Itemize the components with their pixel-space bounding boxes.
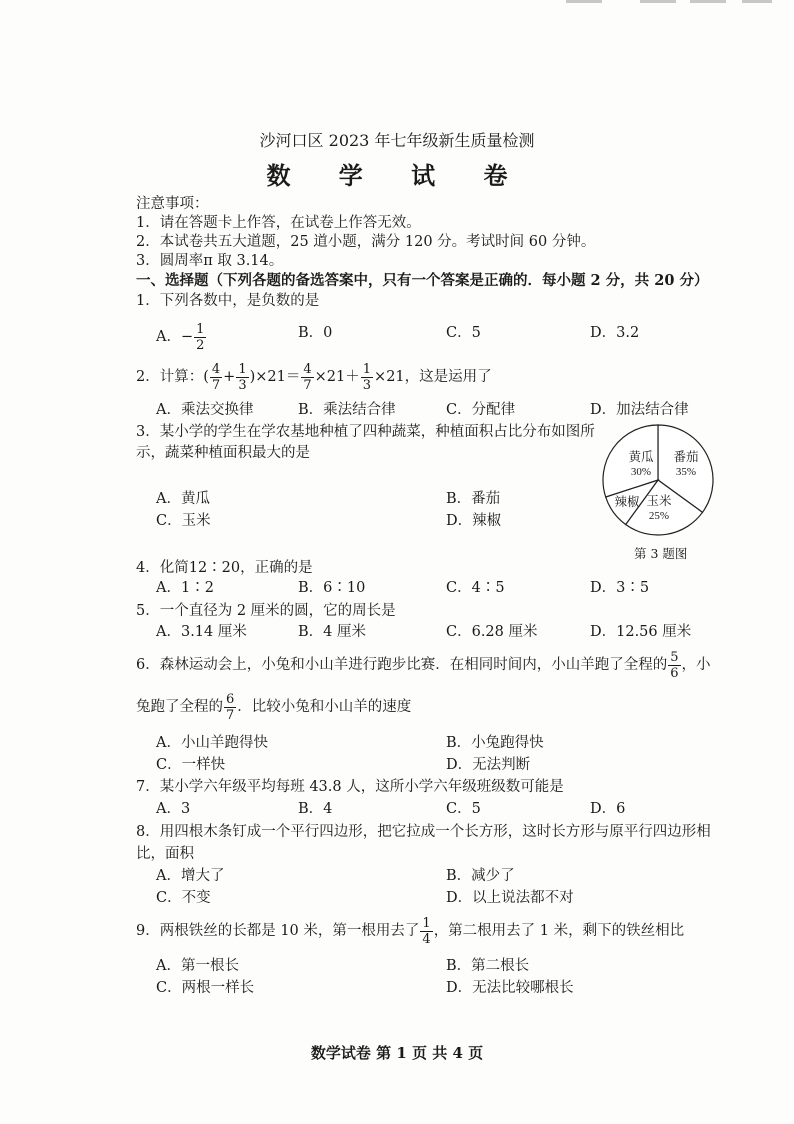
stem-text: ．比较小兔和小山羊的速度	[237, 699, 412, 715]
option-a: A．增大了	[156, 868, 225, 884]
scan-mark	[742, 0, 772, 3]
stem-text: ，第二根用去了 1 米，剩下的铁丝相比	[433, 923, 685, 939]
pie-value-corn: 25%	[648, 510, 670, 522]
option-d: D．以上说法都不对	[446, 890, 574, 906]
option-a-prefix: A．−	[156, 329, 194, 345]
notes-heading: 注意事项：	[136, 196, 209, 212]
scan-mark	[690, 0, 726, 3]
section-heading: 一、选择题（下列各题的备选答案中，只有一个答案是正确的．每小题 2 分，共 20 分）	[136, 272, 709, 289]
question-stem: 3．某小学的学生在学农基地种植了四种蔬菜，种植面积占比分布如图所	[136, 424, 595, 440]
option-d: D．3∶5	[590, 580, 650, 596]
stem-text: ，小	[681, 657, 711, 673]
option-c: C．不变	[156, 890, 211, 906]
denominator: 7	[211, 377, 221, 393]
option-b: B．减少了	[446, 868, 515, 884]
denominator: 6	[670, 665, 679, 681]
option-c: C．5	[446, 325, 481, 341]
option-a: A．3.14 厘米	[156, 624, 247, 640]
option-a: A．1∶2	[156, 580, 214, 596]
option-c: C．5	[446, 801, 481, 817]
question-stem	[136, 912, 684, 950]
denominator: 3	[362, 377, 372, 393]
stem-text: )×21＝	[249, 369, 301, 385]
option-c: C．4∶5	[446, 580, 505, 596]
denominator: 2	[196, 337, 205, 353]
pie-label-tomato: 番茄	[673, 450, 699, 464]
numerator: 1	[238, 361, 247, 377]
exam-subtitle: 沙河口区 2023 年七年级新生质量检测	[259, 131, 535, 150]
option-b: B．第二根长	[446, 958, 530, 974]
fraction	[668, 651, 680, 680]
option-c: C．分配律	[446, 402, 516, 418]
option-a: A．乘法交换律	[156, 402, 254, 418]
numerator: 4	[303, 361, 312, 377]
option-b: B．6∶10	[298, 580, 366, 596]
question-stem	[136, 646, 711, 684]
question-stem: 7．某小学六年级平均每班 43.8 人，这所小学六年级班级数可能是	[136, 779, 564, 795]
question-stem: 4．化简12∶20，正确的是	[136, 560, 313, 576]
note-item: 2．本试卷共五大道题，25 道小题，满分 120 分。考试时间 60 分钟。	[136, 234, 596, 250]
option-d: D．辣椒	[446, 513, 502, 529]
pie-value-cucumber: 30%	[630, 466, 652, 478]
option-b: B．0	[298, 325, 333, 341]
option-a: A．3	[156, 801, 191, 817]
stem-text: 兔跑了全程的	[136, 699, 223, 715]
pie-label-cucumber: 黄瓜	[628, 450, 654, 464]
note-item: 1．请在答题卡上作答，在试卷上作答无效。	[136, 215, 421, 231]
option-d: D．12.56 厘米	[590, 624, 692, 640]
note-item: 3．圆周率π 取 3.14。	[136, 253, 284, 269]
option-a: A．小山羊跑得快	[156, 735, 268, 751]
fraction	[194, 323, 206, 352]
stem-text: ×21＋	[314, 369, 360, 385]
numerator: 1	[196, 321, 205, 337]
option-c: C．一样快	[156, 757, 226, 773]
vegetable-pie-chart	[600, 422, 716, 538]
option-b: B．番茄	[446, 491, 501, 507]
stem-text: ×21，这是运用了	[374, 369, 492, 385]
fraction	[420, 917, 432, 946]
fraction	[361, 363, 373, 392]
question-stem: 1．下列各数中，是负数的是	[136, 293, 320, 309]
question-stem: 8．用四根木条钉成一个平行四边形，把它拉成一个长方形，这时长方形与原平行四边形相	[136, 824, 711, 840]
stem-text: 6．森林运动会上，小兔和小山羊进行跑步比赛．在相同时间内，小山羊跑了全程的	[136, 657, 668, 673]
option-d: D．3.2	[590, 325, 640, 341]
option-c: C．两根一样长	[156, 980, 255, 996]
stem-text: 2．计算：(	[136, 369, 209, 385]
question-stem: 比，面积	[136, 846, 194, 862]
numerator: 4	[211, 361, 221, 377]
fraction	[210, 363, 222, 392]
numerator: 5	[670, 649, 679, 665]
denominator: 7	[303, 377, 312, 393]
numerator: 1	[422, 915, 431, 931]
option-a: A．黄瓜	[156, 491, 210, 507]
denominator: 7	[226, 707, 235, 723]
stem-text: +	[223, 369, 236, 385]
question-stem: 5．一个直径为 2 厘米的圆，它的周长是	[136, 603, 396, 619]
chart-caption: 第 3 题图	[634, 546, 688, 561]
option-c: C．6.28 厘米	[446, 624, 538, 640]
option-d: D．6	[590, 801, 626, 817]
scan-mark	[566, 0, 602, 3]
question-stem: 示，蔬菜种植面积最大的是	[136, 445, 310, 461]
option-b: B．乘法结合律	[298, 402, 396, 418]
page-footer: 数学试卷 第 1 页 共 4 页	[310, 1044, 484, 1062]
option-b: B．4	[298, 801, 333, 817]
fraction	[301, 363, 313, 392]
scan-mark	[640, 0, 676, 3]
fraction	[236, 363, 248, 392]
option-c: C．玉米	[156, 513, 211, 529]
pie-label-pepper: 辣椒	[614, 495, 640, 509]
option-a	[156, 319, 207, 355]
fraction	[224, 693, 236, 722]
numerator: 1	[362, 361, 372, 377]
option-d: D．加法结合律	[590, 402, 689, 418]
option-d: D．无法比较哪根长	[446, 980, 574, 996]
pie-label-corn: 玉米	[646, 494, 672, 508]
denominator: 3	[238, 377, 247, 393]
stem-text: 9．两根铁丝的长都是 10 米，第一根用去了	[136, 923, 420, 939]
numerator: 6	[226, 691, 235, 707]
option-a: A．第一根长	[156, 958, 239, 974]
option-d: D．无法判断	[446, 757, 531, 773]
question-stem	[136, 688, 411, 726]
exam-title: 数 学 试 卷	[266, 161, 528, 190]
option-b: B．小兔跑得快	[446, 735, 544, 751]
pie-value-tomato: 35%	[675, 466, 697, 478]
question-stem	[136, 357, 492, 397]
denominator: 4	[422, 931, 431, 947]
option-b: B．4 厘米	[298, 624, 366, 640]
